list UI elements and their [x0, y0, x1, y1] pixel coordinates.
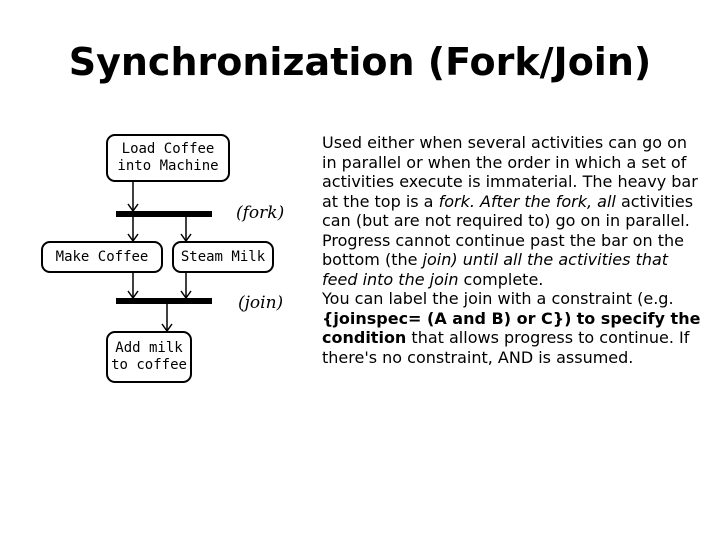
description-paragraph-2 [322, 289, 702, 367]
text-run: Used either when several activities can go on in parallel or when the order in which a set of activities execute is immaterial. The heavy bar at the top is a [322, 133, 698, 211]
join-bar [116, 298, 212, 304]
text-run: You can label the join with a constraint (e.g. [322, 289, 674, 308]
text-run: fork. After the fork, all [438, 191, 616, 211]
text-run: {joinspec= (A and B) or C}) [322, 308, 572, 328]
description-paragraph-1 [322, 133, 702, 289]
fork-bar [116, 211, 212, 217]
text-run: join) until all the activities that feed into the join [322, 250, 669, 289]
fork-label: (fork) [236, 203, 285, 223]
slide-title: Synchronization (Fork/Join) [68, 40, 652, 84]
join-label: (join) [238, 293, 284, 313]
text-run: that allows progress to continue. If there's no constraint, AND is assumed. [322, 328, 690, 367]
node-steam-milk: Steam Milk [172, 241, 274, 273]
node-add-milk: Add milk to coffee [106, 331, 192, 383]
description [322, 133, 702, 367]
node-load-coffee: Load Coffee into Machine [106, 134, 230, 182]
text-run: to specify the condition [322, 308, 701, 347]
text-run: complete. [458, 269, 544, 289]
activity-diagram [36, 125, 296, 395]
node-make-coffee: Make Coffee [41, 241, 163, 273]
text-run: activities can (but are not required to) go on in parallel. Progress cannot continue past the bar on the bottom (the [322, 191, 694, 269]
